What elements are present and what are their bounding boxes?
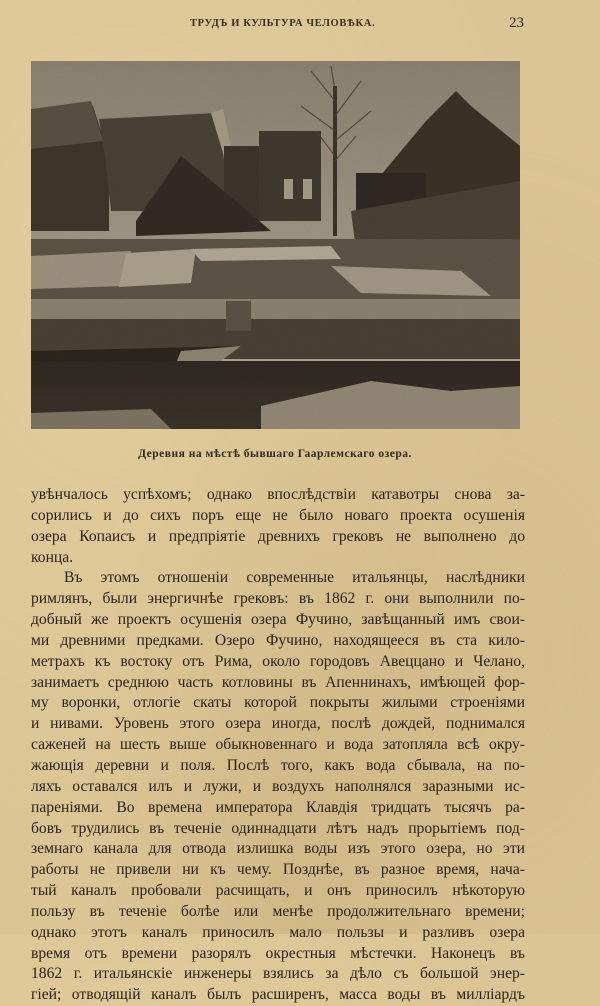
text-line: метрахъ къ востоку отъ Рима, около городовъ Авеццано и Челано, xyxy=(31,652,525,670)
text-line: жающія деревни и поля. Послѣ того, какъ вода сбывала, на по- xyxy=(31,756,525,774)
figure-caption: Деревня на мѣстѣ бывшаго Гаарлемскаго озера. xyxy=(138,448,412,460)
paragraph-first-line: Въ этомъ отношеніи современные итальянцы, наслѣдники xyxy=(64,569,525,587)
text-line: добный же проектъ осушенія озера Фучино, завѣщанный имъ свои- xyxy=(31,611,525,629)
text-line: время отъ времени разорялъ окрестныя мѣстечки. Наконецъ въ xyxy=(31,944,525,962)
text-line: тый каналъ пробовали расчищать, и онъ приносилъ нѣкоторую xyxy=(31,882,525,900)
text-line: 1862 г. итальянскіе инженеры взялись за дѣло съ большой энер- xyxy=(31,965,525,983)
text-line: ляхъ оставался илъ и лужи, и воздухъ наполнялся заразными ис- xyxy=(31,777,525,795)
text-line: конца. xyxy=(31,548,74,566)
running-title: ТРУДЪ И КУЛЬТУРА ЧЕЛОВѢКА. xyxy=(190,18,376,29)
running-header xyxy=(0,14,600,34)
body-text xyxy=(31,485,525,1006)
text-line: занимаетъ среднюю часть котловины въ Апеннинахъ, имѣющей фор- xyxy=(31,673,525,691)
text-line: римлянъ, были энергичнѣе грековъ: въ 1862 г. они выполнили по- xyxy=(31,590,525,608)
text-line: земнаго канала для отвода излишка воды изъ этого озера, но эти xyxy=(31,840,525,858)
village-photograph xyxy=(31,61,520,429)
text-line: пареніями. Во времена императора Клавдія тридцать тысячъ ра- xyxy=(31,798,525,816)
text-line: саженей на шесть выше обыкновеннаго и вода затопляла всѣ окру- xyxy=(31,736,525,754)
text-line: му воронки, отлогіе скаты которой покрыты жилыми строеніями xyxy=(31,694,525,712)
text-line: сорились и до сихъ поръ еще не было новаго проекта осушенія xyxy=(31,506,525,524)
text-line: ми древними предками. Озеро Фучино, находящееся въ ста кило- xyxy=(31,631,525,649)
text-line: увѣнчалось успѣхомъ; однако впослѣдствіи катавотры снова за- xyxy=(31,486,525,503)
text-line: однако этотъ каналъ приносилъ мало пользы и разливъ озера xyxy=(31,923,525,941)
text-line: и нивами. Уровень этого озера иногда, послѣ дождей, поднимался xyxy=(31,715,525,733)
page-number: 23 xyxy=(509,15,524,31)
text-line: озера Копаисъ и предпріятіе древнихъ грековъ не выполнено до xyxy=(31,527,525,545)
village-photo-illustration xyxy=(31,61,520,429)
text-line: работы не привели ни къ чему. Позднѣе, въ разное время, нача- xyxy=(31,861,525,879)
text-line: бовъ трудились въ теченіе одиннадцати лѣтъ надъ прорытіемъ под- xyxy=(31,819,525,837)
text-line: гіей; отводящій каналъ былъ расширенъ, масса воды въ милліардъ xyxy=(31,986,525,1004)
text-line: пользу въ теченіе болѣе или менѣе продолжительнаго времени; xyxy=(31,902,525,920)
